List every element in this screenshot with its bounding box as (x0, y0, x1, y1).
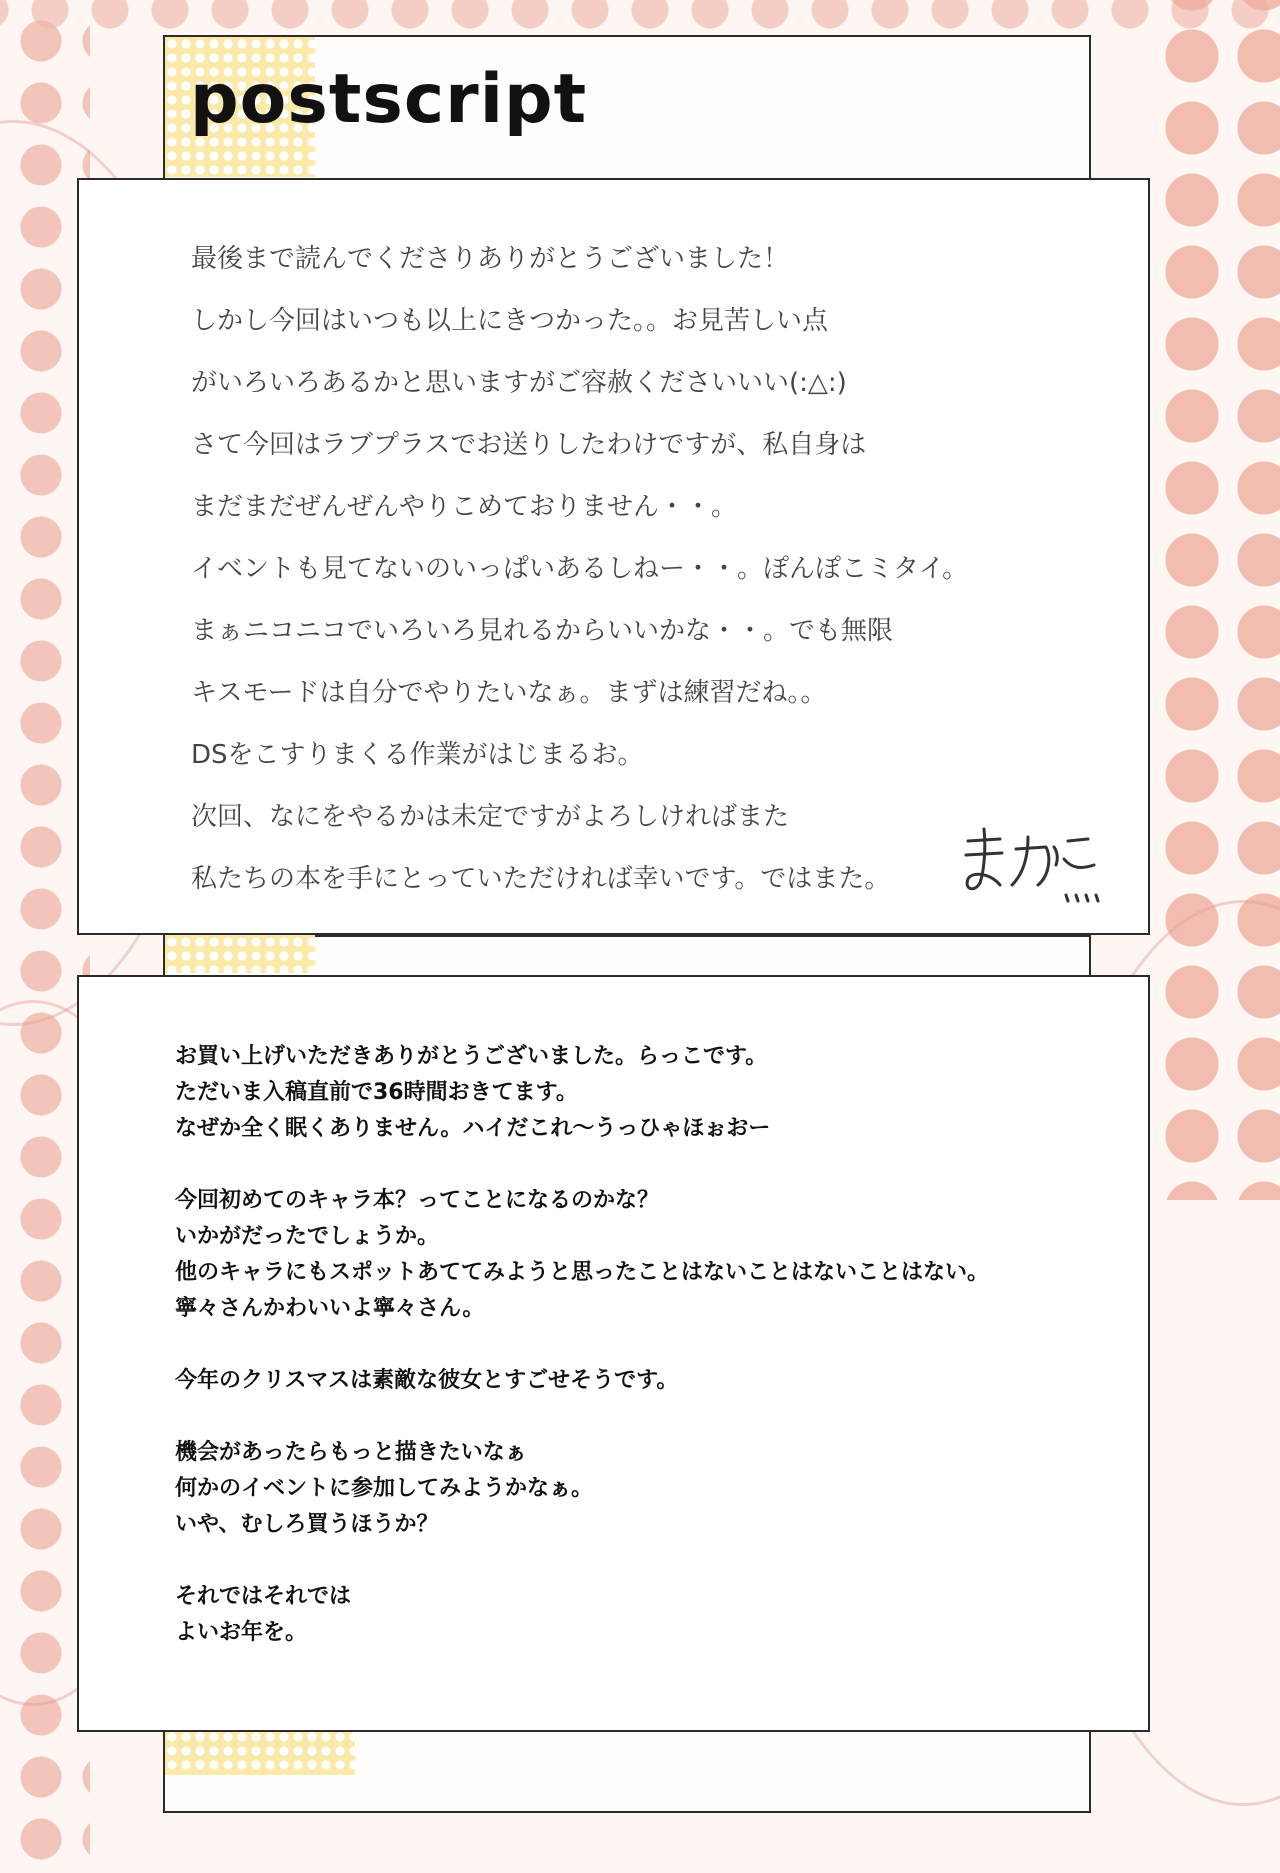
paragraph-gap (175, 1327, 1108, 1363)
message-line: それではそれでは (175, 1584, 352, 1609)
message-line: いかがだったでしょうか。 (175, 1224, 440, 1249)
message-line: 最後まで読んでくださりありがとうございました！ (191, 244, 790, 274)
message-line: しかし今回はいつも以上にきつかった。。お見苦しい点 (191, 306, 829, 336)
message-line: イベントも見てないのいっぱいあるしねー・・。ぽんぽこミタイ。 (191, 554, 969, 584)
paragraph-gap (175, 1543, 1108, 1579)
message-line: よいお年を。 (175, 1620, 308, 1645)
page-title: postscript (190, 60, 588, 139)
message-line: ただいま入稿直前で36時間おきてます。 (175, 1080, 578, 1105)
message-line: 今年のクリスマスは素敵な彼女とすごせそうです。 (175, 1368, 679, 1393)
message-line: キスモードは自分でやりたいなぁ。まずは練習だね。。 (191, 678, 827, 708)
message-line: 寧々さんかわいいよ寧々さん。 (175, 1296, 485, 1321)
paragraph-gap (175, 1147, 1108, 1183)
message-line: 今回初めてのキャラ本？ってことになるのかな？ (175, 1188, 660, 1213)
message-box-bottom (77, 975, 1150, 1732)
message-line: いや、むしろ買うほうか？ (175, 1512, 439, 1537)
message-box-top (77, 178, 1150, 935)
paragraph-gap (175, 1399, 1108, 1435)
polka-dots-top (0, 0, 1280, 40)
message-line: 何かのイベントに参加してみようかなぁ。 (175, 1476, 594, 1501)
message-line: DSをこすりまくる作業がはじまるお。 (191, 740, 644, 770)
message-line: 機会があったらもっと描きたいなぁ (175, 1440, 527, 1465)
message-line: がいろいろあるかと思いますがご容赦くださいいい(:△:) (191, 368, 847, 398)
halftone-pattern (165, 935, 315, 973)
message-line: 次回、なにをやるかは未定ですがよろしければまた (191, 802, 790, 832)
message-line: さて今回はラブプラスでお送りしたわけですが、私自身は (191, 430, 867, 460)
message-line: まだまだぜんぜんやりこめておりません・・。 (191, 492, 738, 522)
message-line: 私たちの本を手にとっていただければ幸いです。ではまた。 (191, 864, 891, 894)
message-line: 他のキャラにもスポットあててみようと思ったことはないことはないことはない。 (175, 1260, 990, 1285)
message-line: まぁニコニコでいろいろ見れるからいいかな・・。でも無限 (191, 616, 894, 646)
handwritten-signature (960, 819, 1100, 909)
halftone-pattern (165, 1730, 355, 1775)
message-line: なぜか全く眠くありません。ハイだこれ〜うっひゃほぉおー (175, 1116, 771, 1141)
message-line: お買い上げいただきありがとうございました。らっこです。 (175, 1044, 768, 1069)
